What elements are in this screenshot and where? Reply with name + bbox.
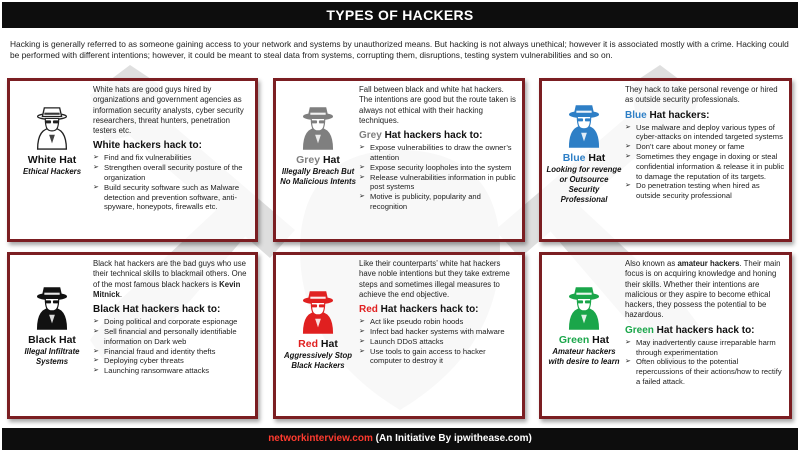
- list-item: ➢ Deploying cyber threats: [93, 356, 251, 366]
- red-hat-actions: [359, 317, 518, 366]
- blue-hat-hack-heading: Blue Hat hackers:: [625, 109, 710, 121]
- blue-hat-figure: [545, 103, 623, 205]
- page-title: TYPES OF HACKERS: [2, 2, 798, 28]
- footer-bar: [2, 428, 798, 450]
- blue-hat-name: Blue Hat: [562, 152, 606, 164]
- black-hat-description: Black hat hackers are the bad guys who use their technical skills to blackmail others. One of the most famous black hackers is Kevin Mitnick.: [93, 259, 247, 299]
- list-item: ➢ Sometimes they engage in doxing or steal confidential information & release it in public to damage the reputation of its targets.: [625, 152, 785, 181]
- list-item: ➢ Expose vulnerabilities to draw the owner’s attention: [359, 143, 518, 163]
- grey-hat-subtitle: Illegally Breach But No Malicious Intents: [280, 167, 356, 186]
- list-item: ➢ Use tools to gain access to hacker computer to destroy it: [359, 347, 518, 367]
- list-item: ➢ Release vulnerabilities information in public post systems: [359, 173, 518, 193]
- footer-site-link[interactable]: networkinterview.com: [268, 433, 373, 444]
- list-item: ➢ Don’t care about money or fame: [625, 142, 785, 152]
- grey-hat-card: [273, 78, 525, 242]
- red-hat-subtitle: Aggressively Stop Black Hackers: [283, 351, 353, 370]
- list-item: ➢ Do penetration testing when hired as outside security professional: [625, 181, 785, 201]
- footer-tagline: (An Initiative By ipwithease.com): [372, 433, 532, 444]
- grey-hat-figure: [279, 105, 357, 187]
- green-hat-figure: [545, 285, 623, 367]
- list-item: ➢ Strengthen overall security posture of the organization: [93, 163, 251, 183]
- blue-hat-subtitle: Looking for revenge or Outsource Security Professional: [546, 165, 622, 204]
- black-hat-name: Black Hat: [28, 334, 76, 346]
- green-hat-description: Also known as amateur hackers. Their main focus is on acquiring knowledge and honing their skills. Whether their intentions are malicious or they aspire to become ethical hackers, they possess the potential to be hazardous.: [625, 259, 781, 320]
- red-hat-card: [273, 252, 525, 419]
- list-item: ➢ Motive is publicity, popularity and recognition: [359, 192, 518, 212]
- list-item: ➢ Expose security loopholes into the system: [359, 163, 518, 173]
- black-hat-subtitle: Illegal Infiltrate Systems: [24, 347, 80, 366]
- blue-hat-hacker-icon: [561, 103, 607, 149]
- green-hat-actions: [625, 338, 785, 387]
- intro-paragraph: Hacking is generally referred to as someone gaining access to your network and systems by unauthorized means. But hacking is not always unethical; however it is associated mostly with a crime. Hacking could be performed with different intentions; however, it could be meant to steal data from systems, corrupting them, disruptions, testing system vulnerabilities and so on.: [10, 39, 789, 61]
- list-item: ➢ Often oblivious to the potential repercussions of their actions/how to rectify a failed attack.: [625, 357, 785, 386]
- list-item: ➢ Launching ransomware attacks: [93, 366, 251, 376]
- blue-hat-card: [539, 78, 792, 242]
- white-hat-subtitle: Ethical Hackers: [22, 167, 82, 176]
- list-item: ➢ Launch DDoS attacks: [359, 337, 518, 347]
- green-hat-card: [539, 252, 792, 419]
- grey-hat-actions: [359, 143, 518, 212]
- grey-hat-hacker-icon: [295, 105, 341, 151]
- list-item: ➢ Build security software such as Malware detection and prevention software, anti-spyware, honeypots, firewalls etc.: [93, 183, 251, 212]
- red-hat-hacker-icon: [295, 289, 341, 335]
- black-hat-hacker-icon: [29, 285, 75, 331]
- white-hat-description: White hats are good guys hired by organizations and government agencies as information security analysts, cyber security researchers, threat hunters, penetration testers etc.: [93, 85, 244, 136]
- white-hat-name: White Hat: [27, 154, 77, 166]
- black-hat-actions: [93, 317, 251, 376]
- red-hat-hack-heading: Red Hat hackers hack to:: [359, 304, 479, 316]
- list-item: ➢ Doing political and corporate espionage: [93, 317, 251, 327]
- list-item: ➢ Infect bad hacker systems with malware: [359, 327, 518, 337]
- grey-hat-name: Grey Hat: [296, 154, 340, 166]
- white-hat-figure: [13, 105, 91, 177]
- white-hat-hack-heading: White hackers hack to:: [93, 140, 202, 152]
- list-item: ➢ Financial fraud and identity thefts: [93, 347, 251, 357]
- black-hat-card: [7, 252, 258, 419]
- green-hat-hack-heading: Green Hat hackers hack to:: [625, 324, 755, 336]
- list-item: ➢ Find and fix vulnerabilities: [93, 153, 251, 163]
- blue-hat-actions: [625, 123, 785, 201]
- black-hat-figure: [13, 285, 91, 367]
- list-item: ➢ May inadvertently cause irreparable harm through experimentation: [625, 338, 785, 358]
- grey-hat-description: Fall between black and white hat hackers. The intentions are good but the route taken is always not ethical with their hacking techniques.: [359, 85, 516, 125]
- green-hat-name: Green Hat: [558, 334, 610, 346]
- red-hat-figure: [279, 289, 357, 371]
- black-hat-hack-heading: Black Hat hackers hack to:: [93, 304, 221, 316]
- grey-hat-hack-heading: Grey Hat hackers hack to:: [359, 130, 483, 142]
- list-item: ➢ Use malware and deploy various types of cyber-attacks on intended targeted systems: [625, 123, 785, 143]
- list-item: ➢ Act like pseudo robin hoods: [359, 317, 518, 327]
- red-hat-description: Like their counterparts’ white hat hackers have noble intentions but they take extreme steps and sometimes illegal measures to achieve the end objective.: [359, 259, 510, 299]
- white-hat-actions: [93, 153, 251, 212]
- blue-hat-description: They hack to take personal revenge or hired as outside security professionals.: [625, 85, 778, 105]
- green-hat-hacker-icon: [561, 285, 607, 331]
- red-hat-name: Red Hat: [298, 338, 338, 350]
- white-hat-card: [7, 78, 258, 242]
- white-hat-hacker-icon: [29, 105, 75, 151]
- green-hat-subtitle: Amateur hackers with desire to learn: [548, 347, 620, 366]
- list-item: ➢ Sell financial and personally identifiable information on Dark web: [93, 327, 251, 347]
